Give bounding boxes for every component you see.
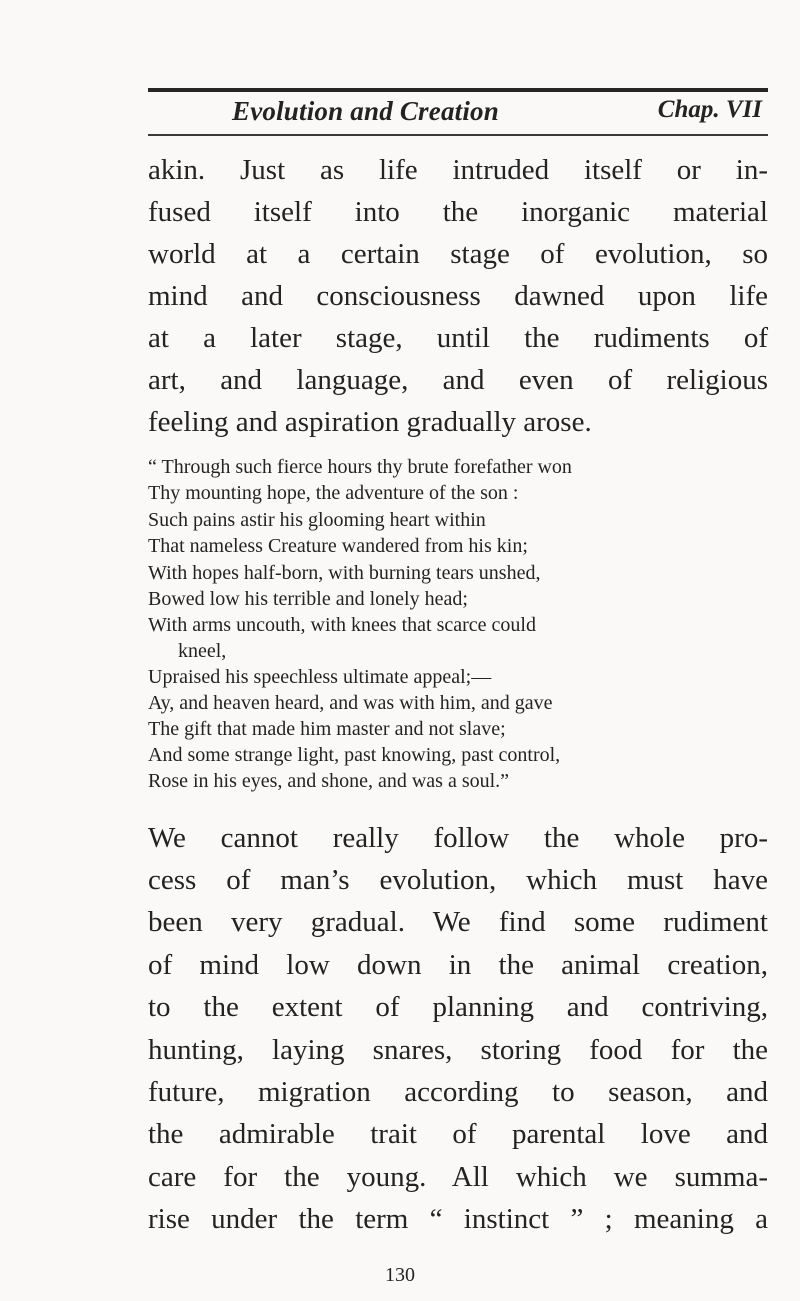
text-line: been very gradual. We find some rudiment <box>148 906 768 938</box>
text-line: mind and consciousness dawned upon life <box>148 280 768 312</box>
text-line: cess of man’s evolution, which must have <box>148 864 768 896</box>
poem-line: And some strange light, past knowing, past control, <box>148 744 561 766</box>
text-line: future, migration according to season, and <box>148 1076 768 1108</box>
text-line: at a later stage, until the rudiments of <box>148 322 768 354</box>
poem-line: Bowed low his terrible and lonely head; <box>148 588 468 610</box>
text-line: rise under the term “ instinct ” ; meaning a <box>148 1203 768 1235</box>
poem-line: Ay, and heaven heard, and was with him, and gave <box>148 692 553 714</box>
text-line: world at a certain stage of evolution, so <box>148 238 768 270</box>
header-rule-under <box>148 134 768 136</box>
text-line: feeling and aspiration gradually arose. <box>148 406 592 438</box>
poem-line: With hopes half-born, with burning tears unshed, <box>148 562 541 584</box>
poem-line: Thy mounting hope, the adventure of the son : <box>148 482 519 504</box>
running-head-title: Evolution and Creation <box>232 96 499 126</box>
text-line: We cannot really follow the whole pro- <box>148 822 768 854</box>
text-line: art, and language, and even of religious <box>148 364 768 396</box>
poem-line: Rose in his eyes, and shone, and was a soul.” <box>148 770 510 792</box>
page-number: 130 <box>385 1264 415 1286</box>
text-line: care for the young. All which we summa- <box>148 1161 768 1193</box>
poem-line: Upraised his speechless ultimate appeal;— <box>148 666 492 688</box>
poem-line: “ Through such fierce hours thy brute forefather won <box>148 456 572 478</box>
text-line: hunting, laying snares, storing food for the <box>148 1034 768 1066</box>
poem-line: kneel, <box>178 640 227 662</box>
poem-line: Such pains astir his glooming heart within <box>148 509 486 531</box>
running-head-chapter: Chap. VII <box>657 96 762 123</box>
header-rule-top <box>148 88 768 92</box>
poem-line: That nameless Creature wandered from his kin; <box>148 535 528 557</box>
text-line: akin. Just as life intruded itself or in- <box>148 154 768 186</box>
text-line: of mind low down in the animal creation, <box>148 949 768 981</box>
poem-line: The gift that made him master and not slave; <box>148 718 506 740</box>
running-head <box>148 96 768 130</box>
text-line: the admirable trait of parental love and <box>148 1118 768 1150</box>
text-line: to the extent of planning and contriving, <box>148 991 768 1023</box>
poem-line: With arms uncouth, with knees that scarce could <box>148 614 536 636</box>
text-line: fused itself into the inorganic material <box>148 196 768 228</box>
